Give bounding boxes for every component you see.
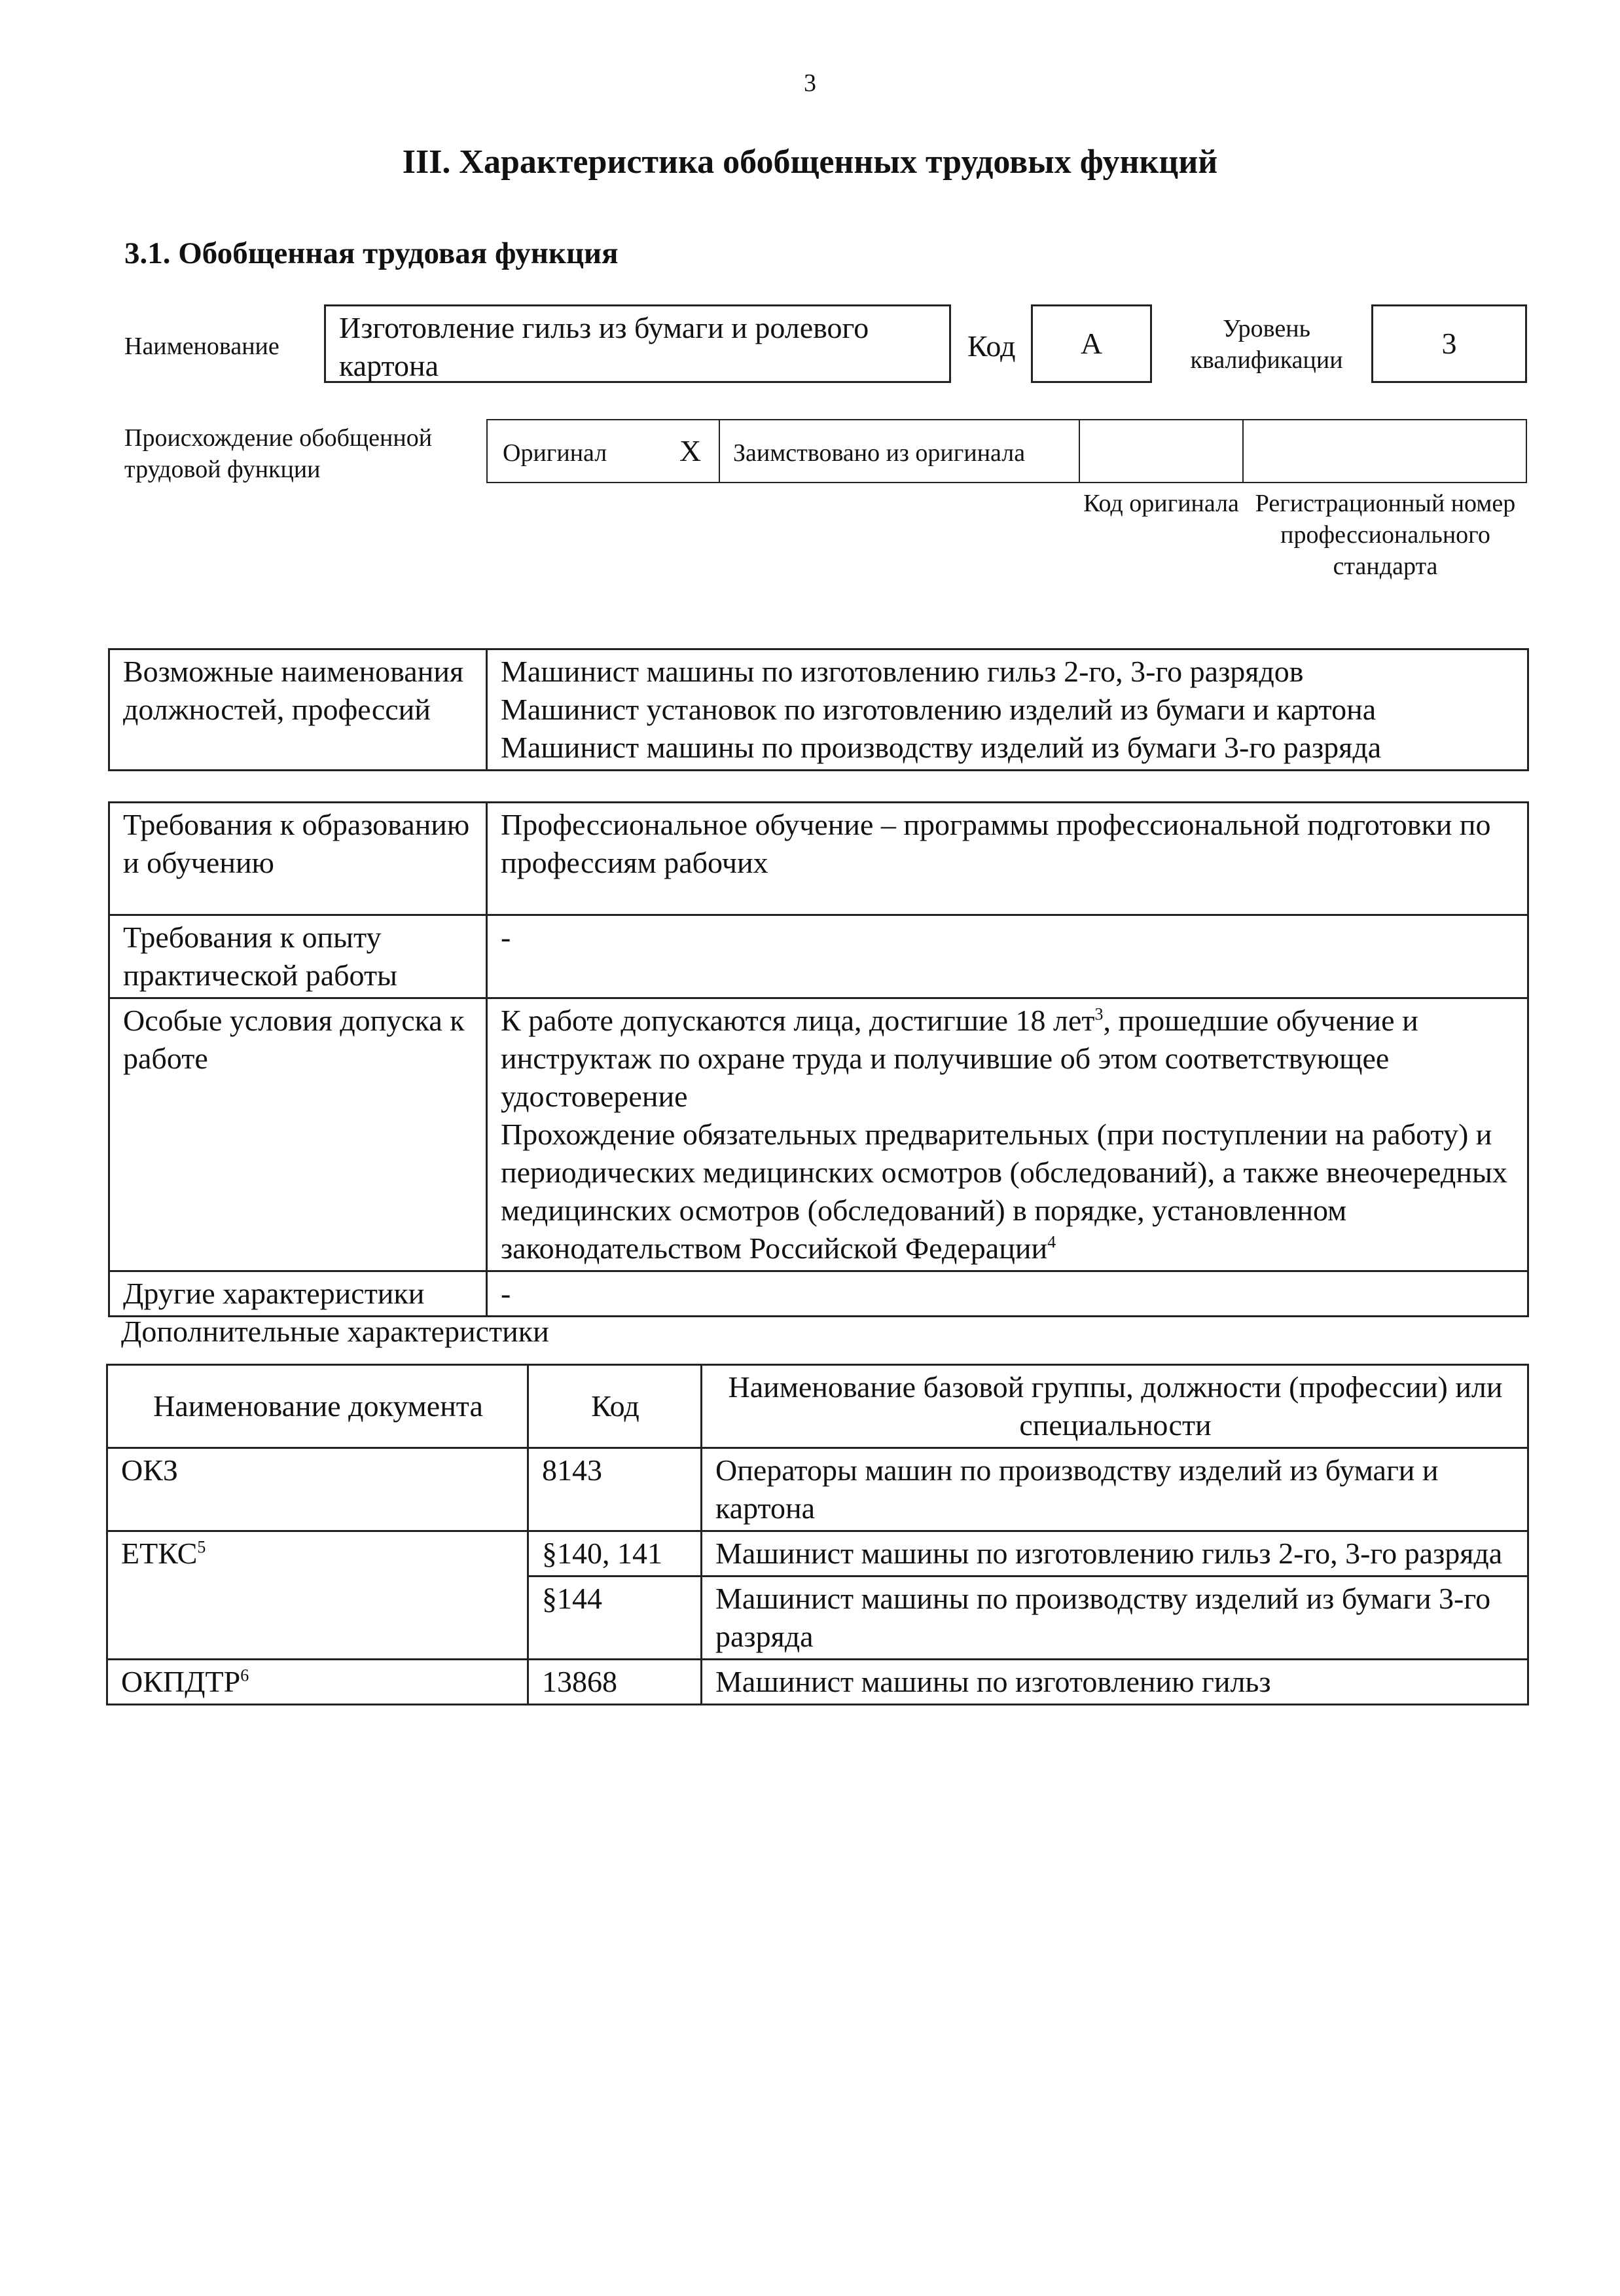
level-label: Уровень квалификации — [1190, 315, 1343, 374]
table-row — [107, 1531, 1528, 1576]
code-cell: §140, 141 — [528, 1531, 702, 1576]
other-label: Другие характеристики — [109, 1271, 487, 1317]
positions-table — [108, 648, 1529, 771]
positions-list — [487, 649, 1528, 771]
table-row — [109, 1271, 1528, 1317]
origin-divider-1 — [719, 419, 720, 483]
origin-original-mark: X — [679, 434, 702, 467]
level-value: 3 — [1441, 327, 1457, 360]
code-value-box — [1031, 304, 1152, 383]
experience-label: Требования к опыту практической работы — [109, 915, 487, 998]
level-value-box — [1371, 304, 1527, 383]
position-item: Машинист машины по производству изделий из бумаги 3-го разряда — [501, 731, 1382, 764]
origin-label: Происхождение обобщенной трудовой функции — [124, 424, 433, 483]
special-label: Особые условия допуска к работе — [109, 998, 487, 1271]
reg-number-caption: Регистрационный номер профессионального стандарта — [1255, 490, 1516, 580]
name-label: Наименование — [124, 333, 279, 360]
special-value — [487, 998, 1528, 1271]
col-header-name: Наименование базовой группы, должности (профессии) или специальности — [702, 1365, 1528, 1448]
requirements-table — [108, 801, 1529, 1317]
additional-table — [106, 1364, 1529, 1705]
positions-label: Возможные наименования должностей, профессий — [109, 649, 487, 771]
table-header-row — [107, 1365, 1528, 1448]
additional-title: Дополнительные характеристики — [121, 1315, 549, 1348]
other-value: - — [487, 1271, 1528, 1317]
page-number: 3 — [804, 69, 816, 97]
name-cell: Операторы машин по производству изделий из бумаги и картона — [702, 1448, 1528, 1531]
name-cell: Машинист машины по изготовлению гильз — [702, 1660, 1528, 1705]
origin-divider-2 — [1079, 419, 1080, 483]
code-cell: 8143 — [528, 1448, 702, 1531]
special-paragraph-1: К работе допускаются лица, достигшие 18 лет$^3$, прошедшие обучение и инструктаж по охране труда и получившие об этом соответствующее удостоверение — [501, 1004, 1418, 1113]
code-cell: §144 — [528, 1576, 702, 1660]
section-title: III. Характеристика обобщенных трудовых функций — [402, 143, 1218, 181]
origin-borrowed-label: Заимствовано из оригинала — [733, 439, 1026, 467]
table-row — [109, 803, 1528, 915]
name-value-box — [324, 304, 951, 383]
name-cell: Машинист машины по производству изделий из бумаги 3-го разряда — [702, 1576, 1528, 1660]
education-value: Профессиональное обучение – программы профессиональной подготовки по профессиям рабочих — [487, 803, 1528, 915]
origin-original-label: Оригинал — [503, 439, 607, 467]
code-original-caption: Код оригинала — [1083, 490, 1239, 517]
footnote-mark: 3 — [1094, 1004, 1104, 1024]
table-row — [107, 1660, 1528, 1705]
col-header-doc: Наименование документа — [107, 1365, 528, 1448]
subsection-title: 3.1. Обобщенная трудовая функция — [124, 236, 619, 270]
education-label: Требования к образованию и обучению — [109, 803, 487, 915]
table-row — [107, 1448, 1528, 1531]
doc-cell: ОКЗ — [107, 1448, 528, 1531]
code-value: А — [1080, 327, 1103, 360]
position-item: Машинист установок по изготовлению изделий из бумаги и картона — [501, 693, 1377, 726]
footnote-mark: 6 — [240, 1666, 249, 1685]
code-cell: 13868 — [528, 1660, 702, 1705]
doc-cell: ОКПДТР$^6$ — [107, 1660, 528, 1705]
footnote-mark: 5 — [197, 1537, 206, 1557]
position-item: Машинист машины по изготовлению гильз 2-го, 3-го разрядов — [501, 655, 1304, 688]
code-label: Код — [967, 329, 1016, 363]
footnote-mark: 4 — [1047, 1232, 1056, 1252]
table-row — [109, 915, 1528, 998]
experience-value: - — [487, 915, 1528, 998]
name-value: Изготовление гильз из бумаги и ролевого картона — [339, 311, 869, 382]
special-paragraph-2: Прохождение обязательных предварительных (при поступлении на работу) и периодических медицинских осмотров (обследований), а также внеочередных медицинских осмотров (обследований) в порядке, установленном законодательством Российской Федерации$^4$ — [501, 1118, 1507, 1265]
origin-divider-3 — [1242, 419, 1244, 483]
table-row — [109, 998, 1528, 1271]
name-cell: Машинист машины по изготовлению гильз 2-го, 3-го разряда — [702, 1531, 1528, 1576]
doc-cell: ЕТКС$^5$ — [107, 1531, 528, 1660]
col-header-code: Код — [528, 1365, 702, 1448]
